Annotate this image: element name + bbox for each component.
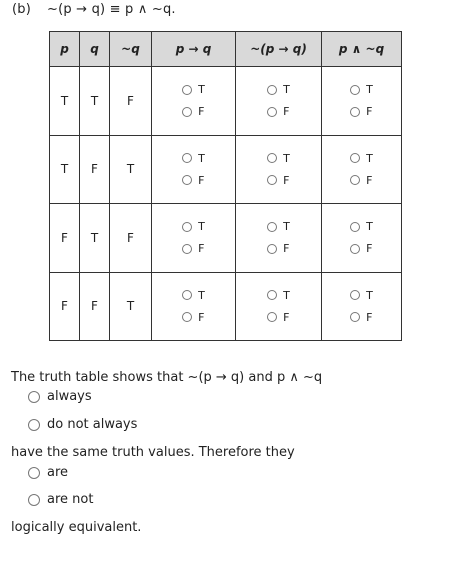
radio-circle-icon[interactable] (182, 244, 192, 254)
answer-cell-p-and-not-q (322, 135, 402, 204)
radio-circle-icon[interactable] (267, 290, 277, 300)
radio-option-label: T (198, 151, 205, 165)
radio-circle-icon[interactable] (182, 175, 192, 185)
answer-cell-p-implies-q (152, 272, 236, 341)
truth-value-cell: F (110, 204, 152, 273)
table-row (50, 272, 402, 341)
radio-circle-icon[interactable] (350, 312, 360, 322)
radio-option-label: T (283, 83, 290, 97)
choice-do-not-always-label: do not always (47, 417, 138, 432)
truth-value-cell: T (50, 135, 80, 204)
table-row (50, 204, 402, 273)
answer-cell-not-p-implies-q (236, 272, 322, 341)
radio-option-label: T (283, 151, 290, 165)
radio-option-false[interactable] (267, 238, 290, 260)
header-p-implies-q: p → q (152, 32, 236, 67)
radio-option-true[interactable] (182, 284, 205, 306)
radio-circle-icon[interactable] (182, 222, 192, 232)
radio-option-label: F (283, 173, 290, 187)
choice-always-label: always (47, 389, 92, 404)
radio-circle-icon[interactable] (350, 290, 360, 300)
radio-circle-icon[interactable] (182, 107, 192, 117)
answer-cell-p-implies-q (152, 135, 236, 204)
radio-option-true[interactable] (182, 79, 205, 101)
radio-circle-icon[interactable] (267, 175, 277, 185)
problem-label: (b) (12, 2, 31, 17)
radio-circle-icon[interactable] (28, 391, 40, 403)
truth-value-cell: T (110, 135, 152, 204)
truth-value-cell: F (50, 204, 80, 273)
statement-3: logically equivalent. (11, 520, 142, 535)
radio-option-label: F (366, 310, 373, 324)
radio-circle-icon[interactable] (267, 244, 277, 254)
header-p: p (50, 32, 80, 67)
radio-option-false[interactable] (267, 306, 290, 328)
radio-option-label: T (198, 83, 205, 97)
radio-option-true[interactable] (267, 284, 290, 306)
answer-cell-p-and-not-q (322, 204, 402, 273)
radio-option-true[interactable] (350, 79, 373, 101)
choice-are-label: are (47, 465, 69, 480)
answer-cell-p-implies-q (152, 67, 236, 136)
radio-option-false[interactable] (350, 169, 373, 191)
radio-option-label: T (198, 220, 205, 234)
radio-circle-icon[interactable] (350, 244, 360, 254)
radio-circle-icon[interactable] (267, 222, 277, 232)
problem-expression: ~(p → q) ≡ p ∧ ~q. (47, 2, 176, 17)
radio-option-false[interactable] (267, 169, 290, 191)
radio-circle-icon[interactable] (267, 153, 277, 163)
radio-option-true[interactable] (182, 147, 205, 169)
radio-option-label: T (366, 220, 373, 234)
radio-circle-icon[interactable] (182, 85, 192, 95)
radio-option-label: F (198, 310, 205, 324)
radio-circle-icon[interactable] (267, 312, 277, 322)
radio-circle-icon[interactable] (28, 419, 40, 431)
header-not-p-implies-q: ~(p → q) (236, 32, 322, 67)
radio-option-true[interactable] (267, 79, 290, 101)
radio-option-label: F (366, 173, 373, 187)
choice-are[interactable] (28, 465, 68, 480)
radio-option-label: F (366, 105, 373, 119)
radio-option-false[interactable] (182, 169, 205, 191)
truth-table-header-row (50, 32, 402, 67)
radio-option-true[interactable] (267, 147, 290, 169)
radio-option-false[interactable] (350, 238, 373, 260)
radio-option-label: F (198, 173, 205, 187)
radio-option-label: T (198, 288, 205, 302)
radio-option-true[interactable] (350, 147, 373, 169)
answer-cell-p-and-not-q (322, 272, 402, 341)
answer-cell-not-p-implies-q (236, 135, 322, 204)
radio-option-label: T (366, 288, 373, 302)
truth-value-cell: F (110, 67, 152, 136)
radio-circle-icon[interactable] (28, 467, 40, 479)
radio-option-true[interactable] (350, 284, 373, 306)
radio-circle-icon[interactable] (182, 290, 192, 300)
radio-option-label: F (366, 242, 373, 256)
truth-value-cell: F (50, 272, 80, 341)
radio-option-false[interactable] (182, 306, 205, 328)
truth-table (49, 31, 402, 341)
choice-are-not-label: are not (47, 492, 94, 507)
answer-cell-not-p-implies-q (236, 204, 322, 273)
choice-are-not[interactable] (28, 492, 93, 507)
radio-option-label: T (283, 220, 290, 234)
radio-option-label: F (283, 310, 290, 324)
truth-value-cell: T (80, 67, 110, 136)
radio-circle-icon[interactable] (182, 312, 192, 322)
radio-circle-icon[interactable] (28, 494, 40, 506)
header-p-and-not-q: p ∧ ~q (322, 32, 402, 67)
answer-cell-not-p-implies-q (236, 67, 322, 136)
radio-circle-icon[interactable] (350, 222, 360, 232)
truth-value-cell: F (80, 135, 110, 204)
radio-option-false[interactable] (350, 101, 373, 123)
radio-circle-icon[interactable] (350, 175, 360, 185)
radio-option-label: F (283, 242, 290, 256)
truth-value-cell: T (80, 204, 110, 273)
radio-option-true[interactable] (182, 216, 205, 238)
radio-option-label: F (198, 105, 205, 119)
radio-option-true[interactable] (350, 216, 373, 238)
radio-option-true[interactable] (267, 216, 290, 238)
header-q: q (80, 32, 110, 67)
answer-cell-p-implies-q (152, 204, 236, 273)
radio-option-false[interactable] (350, 306, 373, 328)
radio-circle-icon[interactable] (267, 107, 277, 117)
radio-option-label: T (366, 151, 373, 165)
radio-circle-icon[interactable] (350, 107, 360, 117)
radio-option-false[interactable] (182, 238, 205, 260)
truth-value-cell: F (80, 272, 110, 341)
radio-option-label: F (283, 105, 290, 119)
statement-2: have the same truth values. Therefore they (11, 445, 295, 460)
radio-option-false[interactable] (267, 101, 290, 123)
header-not-q: ~q (110, 32, 152, 67)
problem-heading (12, 2, 176, 17)
truth-value-cell: T (110, 272, 152, 341)
radio-circle-icon[interactable] (350, 85, 360, 95)
radio-circle-icon[interactable] (182, 153, 192, 163)
choice-always[interactable] (28, 389, 92, 404)
truth-value-cell: T (50, 67, 80, 136)
radio-option-label: F (198, 242, 205, 256)
table-row (50, 67, 402, 136)
choice-do-not-always[interactable] (28, 417, 137, 432)
radio-circle-icon[interactable] (267, 85, 277, 95)
table-row (50, 135, 402, 204)
radio-circle-icon[interactable] (350, 153, 360, 163)
radio-option-label: T (283, 288, 290, 302)
answer-cell-p-and-not-q (322, 67, 402, 136)
statement-1: The truth table shows that ~(p → q) and p ∧ ~q (11, 370, 323, 385)
radio-option-false[interactable] (182, 101, 205, 123)
radio-option-label: T (366, 83, 373, 97)
